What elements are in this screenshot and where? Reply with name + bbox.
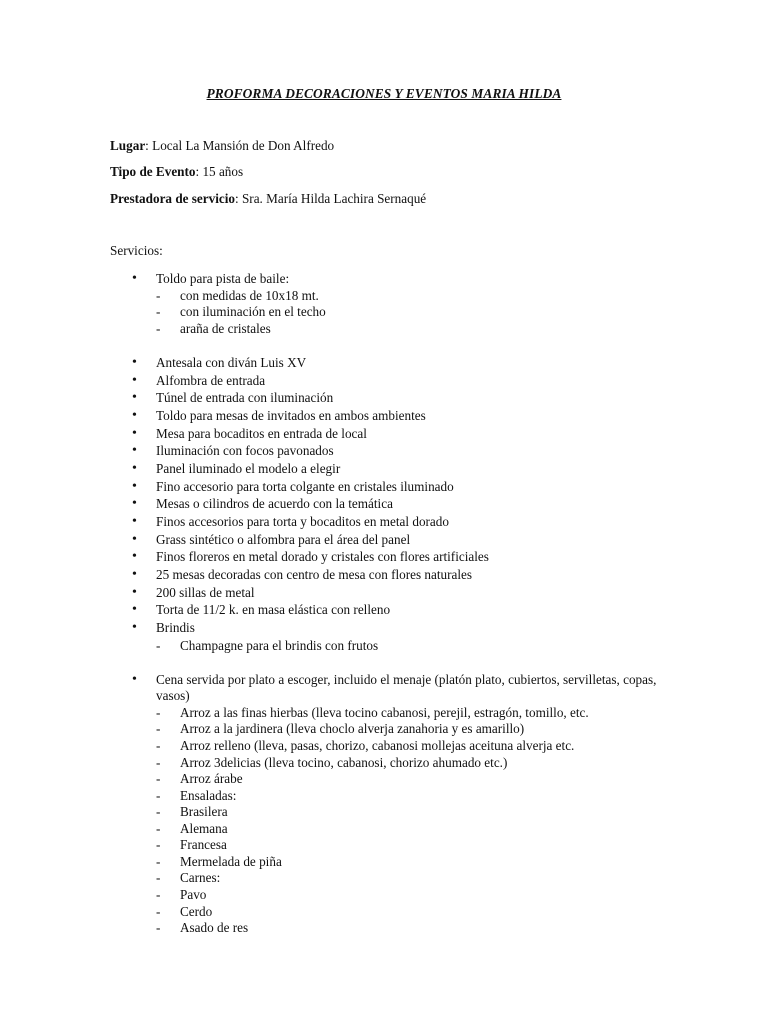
field-label: Lugar bbox=[110, 138, 146, 153]
dash-item: - Pavo bbox=[180, 887, 206, 903]
bullet-item: • Grass sintético o alfombra para el área del panel bbox=[156, 532, 410, 548]
field-lugar bbox=[110, 138, 334, 154]
dash-item: - Arroz árabe bbox=[180, 771, 243, 787]
dash-item: - araña de cristales bbox=[180, 321, 271, 337]
dash-item: - con iluminación en el techo bbox=[180, 304, 326, 320]
dash-item: - Alemana bbox=[180, 821, 228, 837]
bullet-item: • Alfombra de entrada bbox=[156, 373, 265, 389]
bullet-item: • Toldo para mesas de invitados en ambos ambientes bbox=[156, 408, 426, 424]
dash-item: - Brasilera bbox=[180, 804, 228, 820]
bullet-item: • Túnel de entrada con iluminación bbox=[156, 390, 333, 406]
field-value: : Local La Mansión de Don Alfredo bbox=[145, 138, 335, 153]
dash-item: - Arroz relleno (lleva, pasas, chorizo, cabanosi mollejas aceituna alverja etc. bbox=[180, 738, 574, 754]
bullet-item: • 25 mesas decoradas con centro de mesa con flores naturales bbox=[156, 567, 472, 583]
dash-item: - Arroz a las finas hierbas (lleva tocino cabanosi, perejil, estragón, tomillo, etc. bbox=[180, 705, 589, 721]
field-prestadora bbox=[110, 191, 426, 207]
dash-item: - Carnes: bbox=[180, 870, 220, 886]
field-tipo-evento bbox=[110, 164, 243, 180]
dash-item: - Mermelada de piña bbox=[180, 854, 282, 870]
bullet-item: • Brindis bbox=[156, 620, 195, 636]
bullet-item: • Mesa para bocaditos en entrada de local bbox=[156, 426, 367, 442]
dash-item: - Ensaladas: bbox=[180, 788, 236, 804]
dash-item: - Arroz a la jardinera (lleva choclo alverja zanahoria y es amarillo) bbox=[180, 721, 524, 737]
bullet-item: • Finos accesorios para torta y bocaditos en metal dorado bbox=[156, 514, 449, 530]
bullet-item: • 200 sillas de metal bbox=[156, 585, 255, 601]
bullet-item: • Mesas o cilindros de acuerdo con la temática bbox=[156, 496, 393, 512]
document-title: PROFORMA DECORACIONES Y EVENTOS MARIA HILDA bbox=[206, 86, 562, 101]
bullet-item: • Iluminación con focos pavonados bbox=[156, 443, 334, 459]
dash-item: - Arroz 3delicias (lleva tocino, cabanosi, chorizo ahumado etc.) bbox=[180, 755, 507, 771]
servicios-heading: Servicios: bbox=[110, 243, 163, 258]
field-value: : 15 años bbox=[195, 164, 244, 179]
bullet-item: • Cena servida por plato a escoger, incluido el menaje (platón plato, cubiertos, servilletas, copas, vasos) bbox=[156, 672, 666, 704]
bullet-item: • Toldo para pista de baile: bbox=[156, 271, 289, 287]
dash-item: - Cerdo bbox=[180, 904, 212, 920]
dash-item: - Francesa bbox=[180, 837, 227, 853]
field-label: Prestadora de servicio bbox=[110, 191, 236, 206]
bullet-item: • Fino accesorio para torta colgante en cristales iluminado bbox=[156, 479, 454, 495]
dash-item: - con medidas de 10x18 mt. bbox=[180, 288, 319, 304]
bullet-item: • Finos floreros en metal dorado y cristales con flores artificiales bbox=[156, 549, 489, 565]
field-value: : Sra. María Hilda Lachira Sernaqué bbox=[235, 191, 427, 206]
dash-item: - Asado de res bbox=[180, 920, 248, 936]
field-label: Tipo de Evento bbox=[110, 164, 196, 179]
bullet-item: • Torta de 11/2 k. en masa elástica con relleno bbox=[156, 602, 390, 618]
bullet-item: • Panel iluminado el modelo a elegir bbox=[156, 461, 340, 477]
dash-item: - Champagne para el brindis con frutos bbox=[180, 638, 378, 654]
bullet-item: • Antesala con diván Luis XV bbox=[156, 355, 306, 371]
